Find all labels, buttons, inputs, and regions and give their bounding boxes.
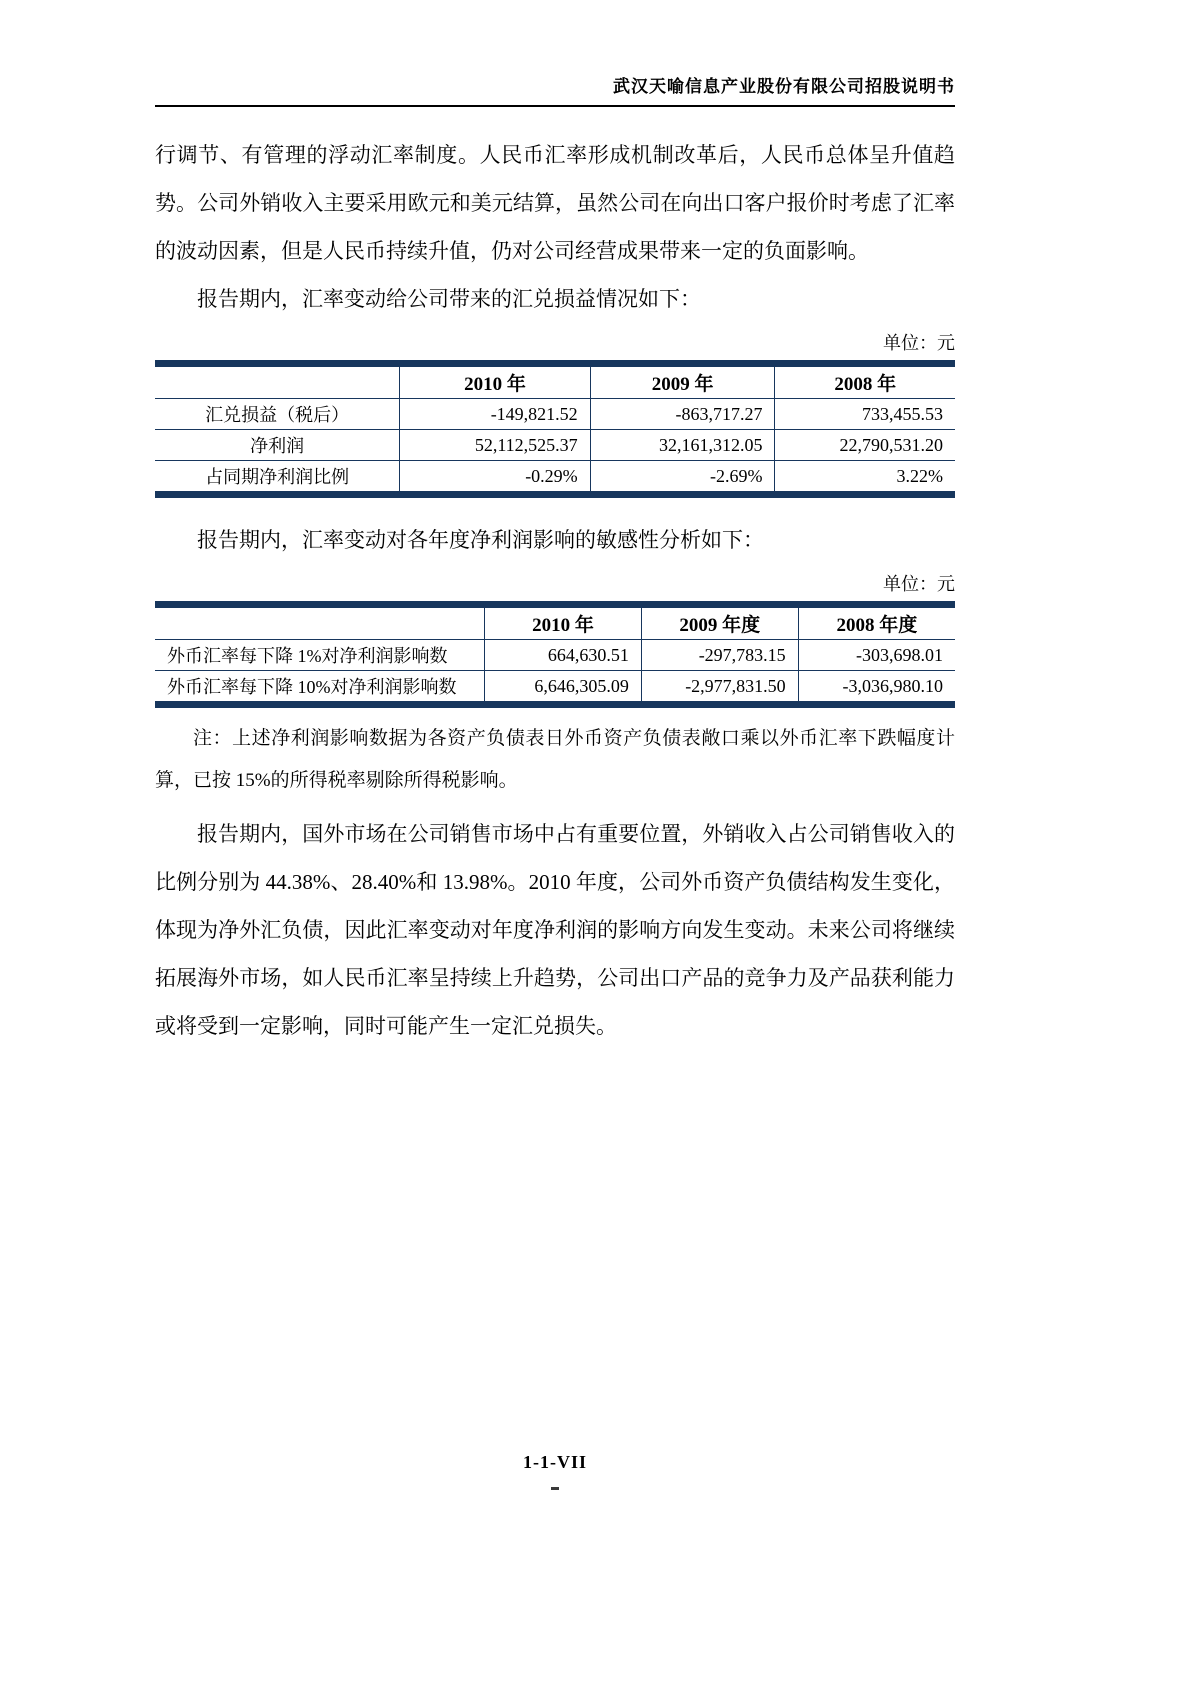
table-header-row (155, 364, 955, 399)
row-label: 占同期净利润比例 (155, 461, 400, 495)
footer-mark (551, 1487, 559, 1490)
table-cell: 32,161,312.05 (590, 430, 775, 461)
table-cell: -2,977,831.50 (641, 671, 798, 705)
table-header-cell-2010: 2010 年 (485, 605, 642, 640)
table-header-cell-2008: 2008 年度 (798, 605, 955, 640)
paragraph-table2-intro: 报告期内，汇率变动对各年度净利润影响的敏感性分析如下： (197, 528, 764, 552)
table-cell: -2.69% (590, 461, 775, 495)
table-cell: -303,698.01 (798, 640, 955, 671)
table-cell: 3.22% (775, 461, 955, 495)
table-header-cell-2008: 2008 年 (775, 364, 955, 399)
table-header-cell-2009: 2009 年 (590, 364, 775, 399)
table-cell: 52,112,525.37 (400, 430, 590, 461)
row-label: 汇兑损益（税后） (155, 399, 400, 430)
paragraph-table1-intro: 报告期内，汇率变动给公司带来的汇兑损益情况如下： (197, 287, 701, 311)
exchange-gain-loss-table (155, 360, 955, 498)
table-cell: 6,646,305.09 (485, 671, 642, 705)
table-cell: 664,630.51 (485, 640, 642, 671)
table-header-row (155, 605, 955, 640)
unit-label-table1: 单位：元 (883, 333, 955, 353)
row-label: 净利润 (155, 430, 400, 461)
table-cell: -297,783.15 (641, 640, 798, 671)
paragraph-exchange-policy: 行调节、有管理的浮动汇率制度。人民币汇率形成机制改革后，人民币总体呈升值趋势。公司外销收入主要采用欧元和美元结算，虽然公司在向出口客户报价时考虑了汇率的波动因素，但是人民币持续升值，仍对公司经营成果带来一定的负面影响。 (155, 143, 955, 263)
unit-label-table2: 单位：元 (883, 574, 955, 594)
paragraph-overseas-market: 报告期内，国外市场在公司销售市场中占有重要位置，外销收入占公司销售收入的比例分别为 44.38%、28.40%和 13.98%。2010 年度，公司外币资产负债结构发生变化，体现为净外汇负债，因此汇率变动对年度净利润的影响方向发生变动。未来公司将继续拓展海外市场，如人民币汇率呈持续上升趋势，公司出口产品的竞争力及产品获利能力或将受到一定影响，同时可能产生一定汇兑损失。 (155, 822, 955, 1038)
table-header-cell-2010: 2010 年 (400, 364, 590, 399)
table-header-cell (155, 605, 485, 640)
table-cell: 733,455.53 (775, 399, 955, 430)
page-number: 1-1-VII (523, 1452, 587, 1472)
table-cell: -149,821.52 (400, 399, 590, 430)
table-header-cell (155, 364, 400, 399)
table-row (155, 671, 955, 705)
table-row (155, 461, 955, 495)
table-cell: -0.29% (400, 461, 590, 495)
row-label: 外币汇率每下降 10%对净利润影响数 (155, 671, 485, 705)
table-row (155, 399, 955, 430)
table-cell: -863,717.27 (590, 399, 775, 430)
table-header-cell-2009: 2009 年度 (641, 605, 798, 640)
table-row (155, 430, 955, 461)
row-label: 外币汇率每下降 1%对净利润影响数 (155, 640, 485, 671)
table-footnote: 注：上述净利润影响数据为各资产负债表日外币资产负债表敞口乘以外币汇率下跌幅度计算，已按 15%的所得税率剔除所得税影响。 (155, 728, 955, 791)
table-row (155, 640, 955, 671)
page-footer (155, 1452, 955, 1490)
header-rule (155, 105, 955, 107)
sensitivity-analysis-table (155, 601, 955, 708)
page-content (155, 0, 955, 1050)
document-header (155, 0, 955, 107)
header-title: 武汉天喻信息产业股份有限公司招股说明书 (613, 77, 955, 96)
table-cell: -3,036,980.10 (798, 671, 955, 705)
table-cell: 22,790,531.20 (775, 430, 955, 461)
